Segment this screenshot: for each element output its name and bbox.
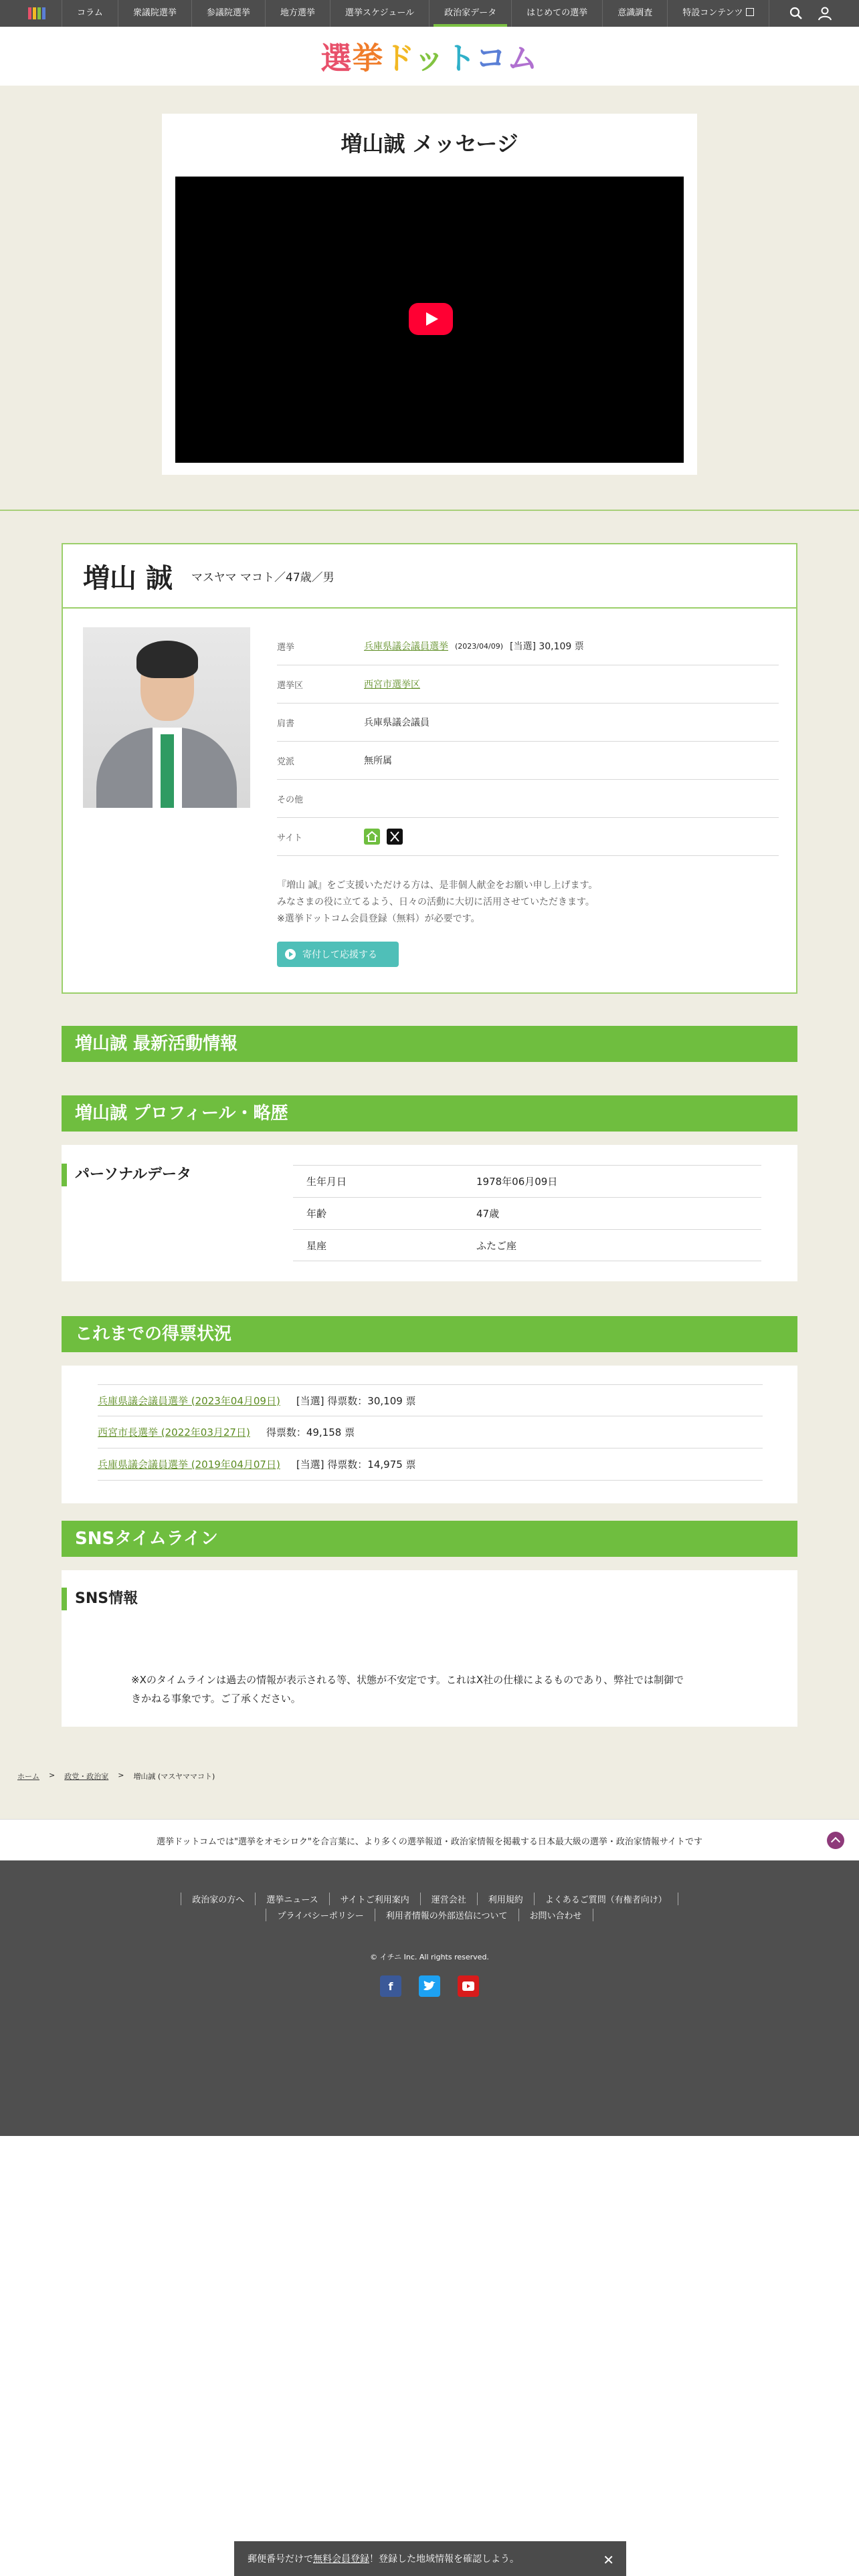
- info-row-district: [277, 665, 779, 704]
- personal-row: [293, 1229, 761, 1261]
- personal-value: ふたご座: [476, 1239, 517, 1252]
- banner-text-post: ！登録した地域情報を確認しよう。: [369, 2554, 519, 2565]
- footer-link[interactable]: 利用者情報の外部送信について: [375, 1909, 518, 1921]
- personal-key: 年齢: [306, 1208, 327, 1220]
- breadcrumb-separator: >: [118, 1771, 124, 1780]
- footer-tagline: 選挙ドットコムでは"選挙をオモシロク"を合言葉に、より多くの選挙報道・政治家情報を掲載する日本最大級の選挙・政治家情報サイトです: [156, 1837, 702, 1847]
- nav-item-schedule[interactable]: 選挙スケジュール: [330, 0, 429, 27]
- play-button-icon[interactable]: [409, 303, 453, 335]
- site-header: [0, 27, 859, 86]
- election-label: 選挙: [277, 642, 295, 653]
- nav-item-local-elections[interactable]: 地方選挙: [265, 0, 330, 27]
- info-row-election: [277, 627, 779, 665]
- footer-link[interactable]: よくあるご質問（有権者向け）: [534, 1893, 678, 1905]
- personal-value: 47歳: [476, 1208, 500, 1220]
- external-link-icon: [746, 8, 754, 16]
- personal-key: 星座: [306, 1239, 327, 1252]
- footer-tagline-bar: [0, 1819, 859, 1860]
- section-heading-sns: SNSタイムライン: [62, 1521, 797, 1557]
- nav-item-special-label: 特設コンテンツ: [682, 8, 743, 18]
- section-divider: [0, 510, 859, 511]
- donation-note: [277, 877, 772, 928]
- vote-row: [98, 1448, 763, 1481]
- donate-button[interactable]: [277, 942, 399, 967]
- donate-label: 寄付して応援する: [302, 950, 377, 960]
- info-row-party: [277, 742, 779, 780]
- sns-heading: SNS情報: [62, 1588, 138, 1610]
- sns-note-line: きかねる事象です。ご了承ください。: [131, 1693, 301, 1705]
- donation-note-line: みなさまの役に立てるよう、日々の活動に大切に活用させていただきます。: [277, 897, 595, 907]
- sns-note: [131, 1671, 733, 1708]
- breadcrumb-separator: >: [49, 1771, 56, 1780]
- election-date: (2023/04/09): [455, 641, 503, 651]
- personal-key: 生年月日: [306, 1176, 347, 1188]
- vote-history-list: [98, 1384, 763, 1481]
- twitter-icon[interactable]: [419, 1975, 440, 1997]
- nav-item-survey[interactable]: 意識調査: [602, 0, 667, 27]
- section-heading-votes: これまでの得票状況: [62, 1316, 797, 1352]
- copyright: © イチニ Inc. All rights reserved.: [370, 1953, 489, 1961]
- search-icon[interactable]: [789, 7, 803, 20]
- vote-row: [98, 1384, 763, 1416]
- youtube-icon[interactable]: [458, 1975, 479, 1997]
- footer-link[interactable]: 選挙ニュース: [255, 1893, 328, 1905]
- breadcrumb-home[interactable]: ホーム: [17, 1772, 39, 1781]
- info-row-title: [277, 704, 779, 742]
- candidate-name: 増山 誠: [83, 562, 173, 594]
- video-player[interactable]: [175, 177, 684, 463]
- footer-link[interactable]: 政治家の方へ: [181, 1893, 255, 1905]
- footer: [0, 1860, 859, 2136]
- election-link[interactable]: 兵庫県議会議員選挙: [364, 641, 448, 652]
- personal-data-heading: パーソナルデータ: [62, 1164, 191, 1186]
- footer-links-row2: [0, 1909, 859, 1921]
- vote-election-link[interactable]: 西宮市長選挙 (2022年03月27日): [98, 1426, 250, 1438]
- social-links: [0, 1975, 859, 1997]
- back-to-top-icon[interactable]: [827, 1832, 844, 1849]
- donation-note-line: 『増山 誠』をご支援いただける方は、是非個人献金をお願い申し上げます。: [277, 880, 598, 891]
- candidate-header: [63, 544, 796, 609]
- close-icon[interactable]: ✕: [603, 2552, 614, 2568]
- vote-result: [当選] 得票数：14,975 票: [296, 1459, 416, 1471]
- nav-item-house-of-councillors[interactable]: 参議院選挙: [191, 0, 265, 27]
- donation-note-line: ※選挙ドットコム会員登録（無料）が必要です。: [277, 914, 480, 924]
- personal-value: 1978年06月09日: [476, 1176, 558, 1188]
- mini-logo-icon[interactable]: [28, 7, 45, 19]
- banner-text-pre: 郵便番号だけで: [248, 2554, 313, 2565]
- election-result: [当選] 30,109 票: [509, 641, 584, 652]
- nav-item-house-of-representatives[interactable]: 衆議院選挙: [118, 0, 191, 27]
- footer-link[interactable]: サイトご利用案内: [329, 1893, 420, 1905]
- nav-item-politician-data[interactable]: 政治家データ: [429, 0, 511, 27]
- vote-history-box: [62, 1366, 797, 1503]
- nav-item-special-content[interactable]: [667, 0, 769, 27]
- section-heading-activity: 増山誠 最新活動情報: [62, 1026, 797, 1062]
- section-heading-profile: 増山誠 プロフィール・略歴: [62, 1095, 797, 1132]
- candidate-photo: [83, 627, 250, 808]
- registration-banner: [234, 2541, 626, 2576]
- user-icon[interactable]: [818, 6, 832, 21]
- title-label: 肩書: [277, 718, 295, 729]
- vote-election-link[interactable]: 兵庫県議会議員選挙 (2019年04月07日): [98, 1459, 280, 1471]
- sns-box: [62, 1570, 797, 1727]
- vote-election-link[interactable]: 兵庫県議会議員選挙 (2023年04月09日): [98, 1394, 280, 1407]
- x-icon[interactable]: [387, 829, 403, 845]
- message-title: 増山誠 メッセージ: [341, 131, 518, 156]
- candidate-info-table: [277, 627, 779, 856]
- personal-row: [293, 1197, 761, 1229]
- arrow-circle-icon: [285, 949, 296, 960]
- info-row-other: [277, 780, 779, 818]
- nav-item-column[interactable]: コラム: [62, 0, 118, 27]
- footer-link[interactable]: 運営会社: [420, 1893, 477, 1905]
- breadcrumb: [17, 1771, 215, 1782]
- vote-result: 得票数：49,158 票: [266, 1426, 355, 1438]
- other-label: その他: [277, 794, 304, 805]
- sns-note-line: ※Xのタイムラインは過去の情報が表示される等、状態が不安定です。これはX社の仕様によるものであり、弊社では制御で: [131, 1674, 684, 1686]
- top-navigation: [0, 0, 859, 27]
- candidate-kana-age-gender: マスヤマ マコト／47歳／男: [191, 570, 335, 584]
- vote-result: [当選] 得票数：30,109 票: [296, 1394, 416, 1407]
- district-link[interactable]: 西宮市選挙区: [364, 679, 420, 690]
- breadcrumb-current: 増山誠 (マスヤママコト): [133, 1772, 215, 1781]
- footer-links-row1: [0, 1893, 859, 1905]
- personal-data-box: [62, 1145, 797, 1281]
- site-label: サイト: [277, 833, 303, 843]
- party-label: 党派: [277, 756, 295, 767]
- facebook-icon[interactable]: f: [380, 1975, 401, 1997]
- site-logo[interactable]: 選挙ドットコム: [320, 40, 539, 76]
- party-value: 無所属: [364, 756, 392, 766]
- nav-item-first-election[interactable]: はじめての選挙: [511, 0, 602, 27]
- info-row-site: [277, 818, 779, 856]
- message-card: [162, 114, 697, 475]
- home-site-icon[interactable]: [364, 829, 380, 845]
- candidate-card: [62, 543, 797, 994]
- footer-link[interactable]: プライバシーポリシー: [266, 1909, 374, 1921]
- personal-row: [293, 1165, 761, 1197]
- banner-register-link[interactable]: 無料会員登録: [313, 2554, 369, 2565]
- footer-link[interactable]: 利用規約: [477, 1893, 534, 1905]
- district-label: 選挙区: [277, 680, 304, 691]
- footer-link[interactable]: お問い合わせ: [518, 1909, 593, 1921]
- breadcrumb-category[interactable]: 政党・政治家: [64, 1772, 109, 1781]
- title-value: 兵庫県議会議員: [364, 718, 430, 728]
- personal-data-table: [293, 1165, 761, 1261]
- vote-row: [98, 1416, 763, 1448]
